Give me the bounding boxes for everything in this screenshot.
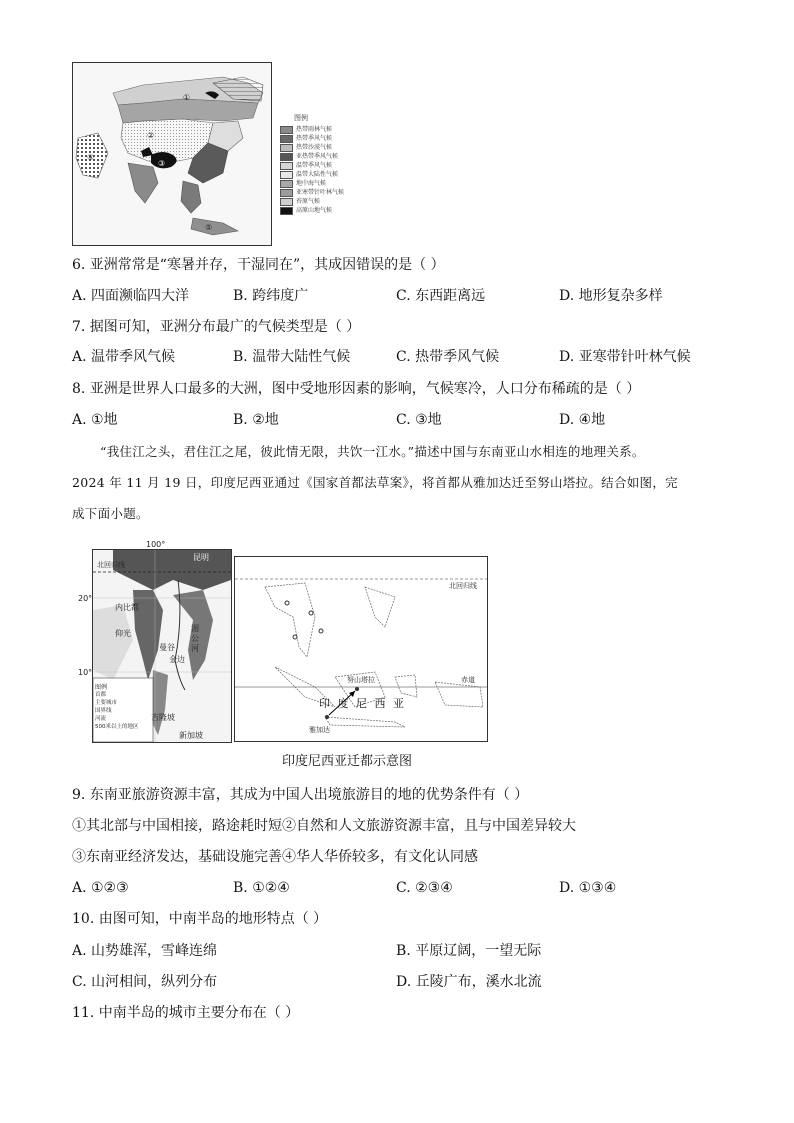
label-indonesia: 印 度 尼 西 亚 (319, 697, 406, 710)
legend-label: 亚寒带针叶林气候 (296, 189, 345, 196)
q7-option-d[interactable]: D. 亚寒带针叶林气候 (559, 349, 691, 365)
legend-item (280, 170, 390, 179)
lat-label-10: 10° (78, 668, 93, 677)
figure-caption: 印度尼西亚迁都示意图 (282, 754, 413, 769)
q9-option-c[interactable]: C. ②③④ (396, 880, 453, 896)
label-tropic-left: 北回归线 (97, 561, 125, 569)
q6-option-c[interactable]: C. 东西距离远 (396, 288, 486, 304)
legend-item (280, 143, 390, 152)
legend-swatch (280, 135, 293, 143)
passage-line-2: 2024 年 11 月 19 日，印度尼西亚通过《国家首都法草案》，将首都从雅加达迁至努山塔拉。结合如图，完 (72, 475, 678, 490)
q10-option-b[interactable]: B. 平原辽阔，一望无际 (396, 943, 542, 959)
legend-item (280, 134, 390, 143)
indochina-map (92, 549, 232, 743)
q8-stem: 8. 亚洲是世界人口最多的大洲，图中受地形因素的影响，气候寒冷，人口分布稀疏的是（ ） (72, 381, 641, 397)
asia-map-legend (280, 114, 390, 215)
legend-swatch (280, 207, 293, 215)
legend-label: 热带雨林气候 (296, 126, 333, 133)
label-jakarta: 雅加达 (309, 726, 330, 734)
left-legend-list (95, 691, 151, 731)
q9-statement-2: ③东南亚经济发达，基础设施完善④华人华侨较多，有文化认同感 (72, 849, 478, 865)
passage-line-1: “我住江之头，君住江之尾，彼此情无限，共饮一江水。”描述中国与东南亚山水相连的地理关系。 (100, 444, 645, 459)
q9-option-d[interactable]: D. ①③④ (559, 880, 617, 896)
legend-label: 苔原气候 (296, 198, 321, 205)
q11-stem: 11. 中南半岛的城市主要分布在（ ） (72, 1005, 300, 1021)
left-legend-item: 主要城市 (95, 700, 118, 706)
label-tropic-right: 北回归线 (449, 582, 477, 590)
q8-option-c[interactable]: C. ③地 (396, 412, 442, 428)
asia-map-graphic (73, 63, 271, 245)
marker-2: ② (147, 131, 155, 140)
q10-stem: 10. 由图可知，中南半岛的地形特点（ ） (72, 911, 328, 927)
left-legend-item: 国界线 (95, 708, 112, 714)
label-yangon: 仰光 (115, 629, 131, 638)
q6-option-d[interactable]: D. 地形复杂多样 (559, 288, 663, 304)
left-legend-item: 首都 (95, 692, 107, 698)
q8-option-d[interactable]: D. ④地 (559, 412, 606, 428)
label-kualalumpur: 吉隆坡 (151, 713, 175, 722)
legend-label: 温带大陆性气候 (296, 171, 339, 178)
q9-option-b[interactable]: B. ①②④ (233, 880, 290, 896)
left-map-legend (95, 682, 151, 731)
left-legend-item: 500米以上的地区 (95, 724, 139, 730)
passage-line-3: 成下面小题。 (72, 506, 149, 521)
q7-option-a[interactable]: A. 温带季风气候 (72, 349, 176, 365)
legend-swatch (280, 198, 293, 206)
marker-4: ④ (87, 153, 95, 162)
q6-option-b[interactable]: B. 跨纬度广 (233, 288, 309, 304)
label-phnompenh: 金边 (169, 655, 185, 664)
indonesia-map (234, 556, 488, 742)
label-singapore: 新加坡 (179, 731, 203, 740)
legend-swatch (280, 189, 293, 197)
q10-option-a[interactable]: A. 山势雄浑，雪峰连绵 (72, 943, 218, 959)
legend-label: 热带沙漠气候 (296, 144, 333, 151)
q6-stem: 6. 亚洲常常是“寒暑并存，干湿同在”，其成因错误的是（ ） (72, 257, 445, 273)
legend-swatch (280, 180, 293, 188)
asia-climate-map (72, 62, 272, 246)
legend-list (280, 125, 390, 215)
legend-title: 图例 (294, 114, 308, 122)
label-kunming: 昆明 (193, 553, 209, 562)
label-bangkok: 曼谷 (159, 643, 175, 652)
legend-swatch (280, 153, 293, 161)
left-legend-title: 图例 (95, 684, 108, 691)
legend-label: 亚热带季风气候 (296, 153, 339, 160)
legend-label: 地中海气候 (296, 180, 327, 187)
lon-label-100: 100° (146, 540, 166, 549)
q9-option-a[interactable]: A. ①②③ (72, 880, 129, 896)
legend-swatch (280, 144, 293, 152)
lat-label-20: 20° (78, 594, 93, 603)
q9-statement-1: ①其北部与中国相接，路途耗时短②自然和人文旅游资源丰富，且与中国差异较大 (72, 818, 576, 834)
label-nusantara: 努山塔拉 (347, 676, 375, 684)
left-legend-item: 河流 (95, 716, 107, 722)
legend-item (280, 161, 390, 170)
marker-5: ⑤ (205, 223, 213, 232)
q8-option-b[interactable]: B. ②地 (233, 412, 279, 428)
marker-1: ① (183, 93, 191, 102)
legend-label: 温带季风气候 (296, 162, 333, 169)
legend-swatch (280, 162, 293, 170)
q10-option-d[interactable]: D. 丘陵广布，溪水北流 (396, 974, 542, 990)
label-equator: 赤道 (461, 676, 475, 684)
legend-item (280, 125, 390, 134)
label-mekong: 湄公河 (191, 624, 199, 653)
q9-stem: 9. 东南亚旅游资源丰富，其成为中国人出境旅游目的地的优势条件有（ ） (72, 787, 529, 803)
legend-swatch (280, 126, 293, 134)
q8-option-a[interactable]: A. ①地 (72, 412, 118, 428)
q7-stem: 7. 据图可知，亚洲分布最广的气候类型是（ ） (72, 319, 361, 335)
marker-3: ③ (158, 159, 166, 168)
q7-option-c[interactable]: C. 热带季风气候 (396, 349, 500, 365)
legend-item (280, 152, 390, 161)
legend-label: 热带季风气候 (296, 135, 333, 142)
q10-option-c[interactable]: C. 山河相间，纵列分布 (72, 974, 218, 990)
legend-item (280, 179, 390, 188)
legend-label: 高原山地气候 (296, 207, 333, 214)
legend-item (280, 206, 390, 215)
q6-option-a[interactable]: A. 四面濒临四大洋 (72, 288, 190, 304)
legend-swatch (280, 171, 293, 179)
label-naypyidaw: 内比都 (115, 603, 139, 612)
legend-item (280, 197, 390, 206)
q7-option-b[interactable]: B. 温带大陆性气候 (233, 349, 351, 365)
legend-item (280, 188, 390, 197)
